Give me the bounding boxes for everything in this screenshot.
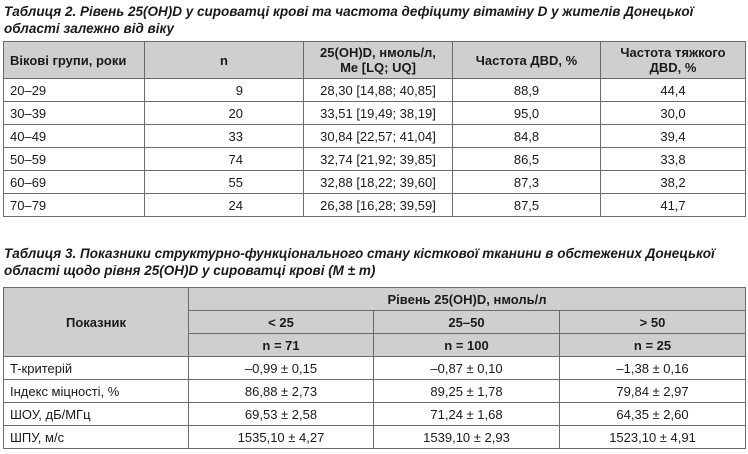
table3-count: n = 100 [374, 334, 560, 357]
table3-subheader: > 50 [560, 311, 746, 334]
table3-subheader: < 25 [189, 311, 374, 334]
table-row [4, 426, 746, 449]
table-cell: 86,88 ± 2,73 [189, 380, 374, 403]
table2-header-row [4, 42, 746, 79]
table3 [3, 287, 746, 449]
table2-caption [4, 3, 742, 37]
table2-header-level: 25(OH)D, нмоль/л, Me [LQ; UQ] [304, 42, 453, 79]
table2-caption-rest2: у жителів Донецької області залежно від віку [4, 4, 694, 36]
table-cell: 50–59 [4, 148, 145, 171]
table-cell: 64,35 ± 2,60 [560, 403, 746, 426]
table-cell: 28,30 [14,88; 40,85] [304, 79, 453, 102]
table-cell: –1,38 ± 0,16 [560, 357, 746, 380]
table-cell: 38,2 [601, 171, 746, 194]
table-cell: 86,5 [453, 148, 601, 171]
table-cell: 60–69 [4, 171, 145, 194]
table-cell: 71,24 ± 1,68 [374, 403, 560, 426]
table-row [4, 148, 746, 171]
table-cell: 9 [145, 79, 304, 102]
table3-header-param: Показник [4, 288, 189, 357]
table-cell: 20 [145, 102, 304, 125]
table3-caption-bold: Таблиця 3. [4, 246, 77, 261]
table-cell: 1539,10 ± 2,93 [374, 426, 560, 449]
table-cell: Індекс міцності, % [4, 380, 189, 403]
table-row [4, 357, 746, 380]
table-cell: 74 [145, 148, 304, 171]
table-row [4, 403, 746, 426]
table-cell: 79,84 ± 2,97 [560, 380, 746, 403]
table-cell: –0,99 ± 0,15 [189, 357, 374, 380]
table-row [4, 194, 746, 217]
table-cell: 87,3 [453, 171, 601, 194]
table-cell: 44,4 [601, 79, 746, 102]
table-cell: 26,38 [16,28; 39,59] [304, 194, 453, 217]
table3-subheader: 25–50 [374, 311, 560, 334]
table3-header-row [4, 288, 746, 311]
table-cell: 95,0 [453, 102, 601, 125]
table-cell: 40–49 [4, 125, 145, 148]
table3-header-group: Рівень 25(OH)D, нмоль/л [189, 288, 746, 311]
table-cell: 1523,10 ± 4,91 [560, 426, 746, 449]
table2-header-age: Вікові групи, роки [4, 42, 145, 79]
table-cell: 30,84 [22,57; 41,04] [304, 125, 453, 148]
table-cell: 70–79 [4, 194, 145, 217]
table-cell: 39,4 [601, 125, 746, 148]
table-cell: 87,5 [453, 194, 601, 217]
table-row [4, 79, 746, 102]
table2-caption-bold: Таблиця 2. Рівень 25(OH)D [4, 4, 183, 19]
table2-caption-bold2: D [537, 4, 548, 19]
table-row [4, 102, 746, 125]
table-cell: 89,25 ± 1,78 [374, 380, 560, 403]
table-cell: 69,53 ± 2,58 [189, 403, 374, 426]
table-row [4, 171, 746, 194]
table-cell: 33,8 [601, 148, 746, 171]
table-cell: T-критерій [4, 357, 189, 380]
table3-caption [4, 245, 742, 279]
table-cell: 30,0 [601, 102, 746, 125]
table3-count: n = 25 [560, 334, 746, 357]
table-cell: –0,87 ± 0,10 [374, 357, 560, 380]
table-cell: 32,88 [18,22; 39,60] [304, 171, 453, 194]
table-cell: 24 [145, 194, 304, 217]
table3-count: n = 71 [189, 334, 374, 357]
table-cell: 84,8 [453, 125, 601, 148]
table-cell: 55 [145, 171, 304, 194]
table-cell: 20–29 [4, 79, 145, 102]
table-cell: 41,7 [601, 194, 746, 217]
table2-header-n: n [145, 42, 304, 79]
table-cell: 32,74 [21,92; 39,85] [304, 148, 453, 171]
table-cell: 33,51 [19,49; 38,19] [304, 102, 453, 125]
table-cell: ШПУ, м/с [4, 426, 189, 449]
table-cell: 1535,10 ± 4,27 [189, 426, 374, 449]
table-cell: ШОУ, дБ/МГц [4, 403, 189, 426]
table2-header-severe: Частота тяжкого ДВD, % [601, 42, 746, 79]
table-cell: 30–39 [4, 102, 145, 125]
table3-caption-rest: Показники структурно-функціонального стану кісткової тканини в обстежених Донецької області щодо рівня 25(OH)D у сироватці крові (M ± m) [4, 246, 715, 278]
table2-caption-rest: у сироватці крові та частота дефіциту вітаміну [182, 4, 538, 19]
table-row [4, 125, 746, 148]
table-cell: 88,9 [453, 79, 601, 102]
table2 [3, 41, 746, 217]
table-row [4, 380, 746, 403]
table2-header-freq: Частота ДВD, % [453, 42, 601, 79]
table-cell: 33 [145, 125, 304, 148]
